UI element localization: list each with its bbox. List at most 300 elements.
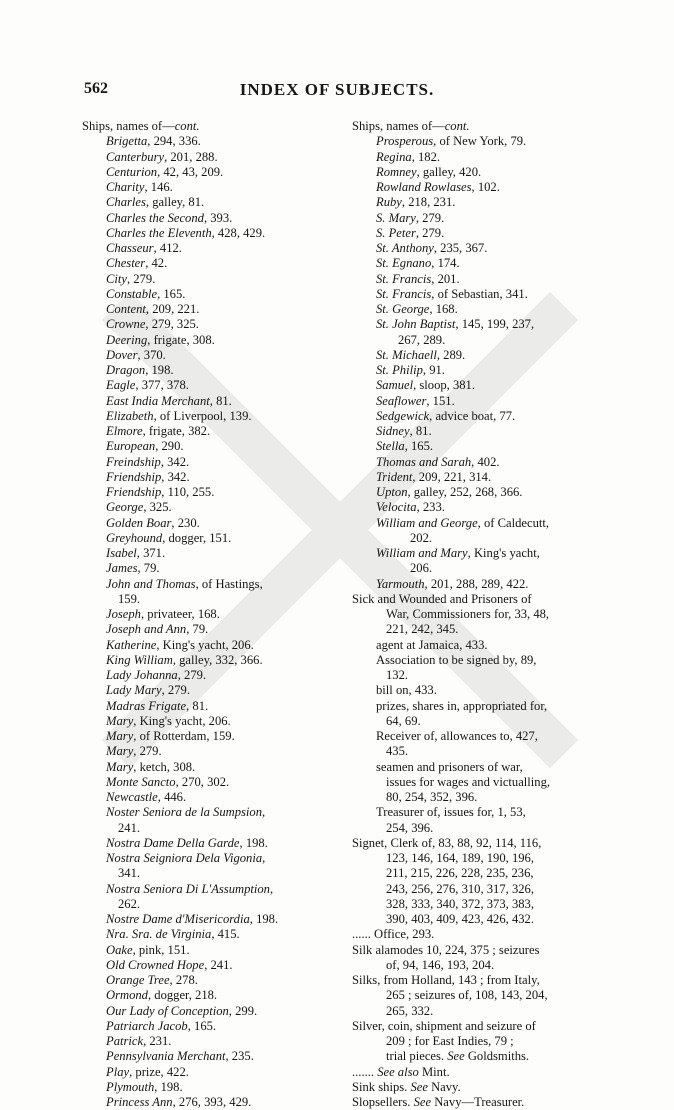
index-entry [82,958,332,973]
index-entry [82,805,332,820]
index-entry-rest: , 201. [431,271,460,286]
index-entry-it: Play [106,1064,130,1079]
index-entry-it: St. George [376,302,430,316]
index-entry-it: Our Lady of Conception [106,1003,229,1018]
index-entry-it: Katherine [106,637,157,652]
index-entry-it: Nra. Sra. de Virginia [106,927,212,942]
index-entry-it: Charles the Eleventh [106,225,212,240]
index-entry [346,287,596,302]
index-entry-rest: , [262,851,266,865]
index-entry-rest: 243, 256, 276, 310, 317, 326, [386,881,534,896]
index-entry [346,119,596,134]
index-entry-it: Dover [106,347,138,362]
index-entry-rest: 241. [118,820,141,835]
index-entry-rest: , of Hastings, [195,576,263,591]
index-entry-rest: 390, 403, 409, 423, 426, 432. [386,912,534,926]
index-entry-rest: , 165. [404,439,434,454]
index-entry-rest: , dogger, 218. [147,988,218,1003]
index-entry-it: Samuel [376,378,414,393]
index-entry-it: Velocita [376,500,417,515]
index-entry-rest: Association to be signed by, 89, [376,652,537,667]
index-entry [346,775,596,790]
index-entry-it: Mary [106,759,134,774]
index-entry-rest: Ships, names of— [82,119,175,133]
index-entry-rest: , 279. [133,744,162,759]
index-entry-it: James [106,561,138,576]
index-entry [346,424,596,439]
index-entry-rest: issues for wages and victualling, [386,774,551,789]
index-entry [82,943,332,958]
index-entry [346,1065,596,1080]
index-entry-rest: , 174. [431,256,460,271]
index-entry-rest: 265, 332. [386,1003,434,1018]
index-entry-it: King William [106,652,173,667]
index-entry [82,1080,332,1095]
index-entry-it: Content [106,302,146,316]
index-entry-it: Friendship [106,469,162,484]
index-entry-rest: Silks, from Holland, 143 ; from Italy, [352,973,540,987]
index-entry-it: John and Thomas [106,576,196,591]
index-column-left [82,119,332,1110]
index-entry [346,1095,596,1110]
index-entry [346,546,596,561]
index-entry-rest: 206. [410,561,433,576]
index-entry [346,1019,596,1034]
index-entry-rest: , 415. [211,927,240,942]
index-entry [346,455,596,470]
index-entry-rest: , 81. [409,424,432,438]
index-entry-it: Sidney [376,424,410,438]
index-entry-rest: , 198. [239,835,268,850]
index-entry-rest: , of Caldecutt, [477,515,550,530]
index-entry [346,470,596,485]
index-entry-it: European [106,439,156,454]
index-entry [82,851,332,866]
index-entry-it: Ruby [376,195,402,210]
index-entry-it: Greyhound [106,530,163,545]
index-entry-it: Charles the Second [106,210,204,225]
index-entry [82,912,332,927]
index-entry-rest: , 270, 302. [175,774,230,789]
index-entry [346,302,596,317]
index-entry [346,851,596,866]
index-entry-rest: , 110, 255. [161,485,215,499]
index-entry-rest: , 276, 393, 429. [172,1095,252,1109]
index-entry [346,744,596,759]
index-entry [82,775,332,790]
index-entry [82,195,332,210]
index-entry-rest: , 182. [411,149,441,164]
index-entry [82,119,332,134]
index-entry-tail-it: cont. [174,119,200,133]
index-entry-it: William and George [376,515,478,530]
index-entry-it: Thomas and Sarah [376,454,472,469]
index-entry-rest: , 230. [171,515,200,530]
index-entry [82,211,332,226]
index-entry-rest: 159. [118,591,141,606]
index-entry-rest: , 235. [225,1049,254,1064]
index-entry-rest: , 201, 288, 289, 422. [424,576,529,591]
index-entry [82,882,332,897]
index-entry-it: Centurion [106,164,158,179]
index-entry [82,714,332,729]
index-entry-rest: , 231. [143,1034,172,1048]
index-entry-it: Patrick [106,1034,144,1048]
index-entry-it: St. Philip [376,363,423,377]
index-entry-rest: , galley, 420. [416,164,482,179]
index-entry-rest: 262. [118,896,141,911]
index-entry [82,500,332,515]
index-entry [82,394,332,409]
index-entry-it: Elizabeth [106,408,154,423]
index-entry [82,836,332,851]
index-entry-rest: Sick and Wounded and Prisoners of [352,591,532,606]
index-entry-it: Noster Seniora de la Sumpsion [106,805,263,820]
index-entry-it: Freindship [106,454,161,469]
index-entry-rest: Slopsellers. [352,1095,414,1109]
index-entry-rest: , 165. [157,286,186,301]
index-entry-rest: , 79. [186,622,209,637]
index-entry [82,165,332,180]
index-entry [82,439,332,454]
index-entry-it: Mary [106,713,134,728]
index-entry-rest: , 233. [416,500,445,515]
index-entry-rest: , 145, 199, 237, [455,317,535,332]
index-entry-rest: , 198. [249,912,279,926]
index-entry-rest: , 278. [169,973,198,987]
index-entry [346,805,596,820]
index-entry-rest: Receiver of, allowances to, 427, [376,729,538,743]
index-entry [346,683,596,698]
index-entry-it: Romney [376,164,417,179]
index-entry-tail-rest: Navy—Treasurer. [431,1095,525,1109]
index-entry-rest: 123, 146, 164, 189, 190, 196, [386,851,534,865]
index-entry [82,317,332,332]
index-entry-rest: , pink, 151. [132,942,190,957]
index-entry-rest: , of Sebastian, 341. [431,286,528,301]
index-entry [346,1049,596,1064]
index-entry [346,241,596,256]
index-entry-it: St. Francis [376,271,432,286]
index-entry [82,1034,332,1049]
index-entry-it: Canterbury [106,149,165,164]
index-entry-it: Joseph [106,607,141,621]
index-entry [346,729,596,744]
index-entry [82,638,332,653]
index-entry-rest: , King's yacht, 206. [133,713,231,728]
index-entry-tail-rest: Navy. [427,1079,461,1094]
index-entry [82,897,332,912]
index-entry-rest: , 81. [186,698,209,713]
index-entry [346,622,596,637]
index-entry [346,1004,596,1019]
index-entry [346,409,596,424]
index-entry-rest: 132. [386,668,409,682]
index-entry [346,607,596,622]
index-entry-rest: 221, 242, 345. [386,622,459,637]
index-entry-rest: , ketch, 308. [133,759,196,774]
index-entry-rest: 64, 69. [386,713,421,728]
index-entry-it: Chasseur [106,241,154,255]
index-entry-rest: , 201, 288. [164,149,218,164]
index-entry [82,485,332,500]
index-entry-rest: , 370. [137,347,166,362]
index-entry [82,134,332,149]
index-entry-rest: , 42, 43, 209. [157,164,224,179]
index-entry [82,424,332,439]
index-entry-tail-rest: Goldsmiths. [464,1049,530,1064]
index-entry-rest: , 79. [137,561,160,576]
index-entry-it: Upton [376,485,408,499]
index-entry-it: City [106,271,127,286]
index-entry-rest: Signet, Clerk of, 83, 88, 92, 114, 116, [352,835,542,850]
index-entry-it: Nostre Dame d'Misericordia [106,912,250,926]
index-entry [346,485,596,500]
index-entry-it: Elmore [106,424,143,438]
index-entry-rest: , 299. [228,1003,258,1018]
index-entry-rest: , 279. [127,271,156,286]
index-entry-it: St. Michaell [376,347,437,362]
index-entry-it: Yarmouth [376,576,425,591]
index-entry-it: Deering [106,332,148,347]
index-entry [82,455,332,470]
index-entry-rest: , 81. [209,393,232,408]
index-entry-it: Princess Ann [106,1095,173,1109]
index-entry [346,1080,596,1095]
index-entry [346,516,596,531]
index-entry [82,577,332,592]
index-entry-rest: , of Liverpool, 139. [153,408,252,423]
index-entry [82,287,332,302]
index-entry [82,531,332,546]
index-entry [82,378,332,393]
index-entry [346,531,596,546]
index-entry-rest: , 209, 221. [145,302,200,316]
index-entry-rest: , 209, 221, 314. [412,469,492,484]
index-entry-rest: , 412. [153,241,182,255]
index-entry [346,439,596,454]
index-entry-rest: 341. [118,866,141,881]
index-entry-rest: , of New York, 79. [433,134,527,149]
index-entry-rest: , 91. [422,363,445,377]
index-entry-it: Patriarch Jacob [106,1018,188,1033]
index-entry [82,622,332,637]
index-entry [346,897,596,912]
index-entry-it: Oake [106,942,133,957]
index-entry [82,546,332,561]
index-entry-rest: , 342. [160,454,190,469]
index-entry [82,1004,332,1019]
index-entry-rest: , 165. [187,1018,217,1033]
index-entry [346,988,596,1003]
index-entry-it: Nostra Dame Della Garde [106,835,240,850]
index-entry-tail-it: cont. [444,119,470,133]
index-entry [346,333,596,348]
index-entry-it: Plymouth [106,1079,155,1094]
index-entry-it: Old Crowned Hope [106,957,205,972]
index-entry [346,714,596,729]
index-entry-rest: , galley, 332, 366. [172,652,263,667]
index-entry-rest: , 235, 367. [433,241,488,255]
index-entry-rest: , King's yacht, 206. [156,637,254,652]
index-entry [82,348,332,363]
index-entry-it: Charity [106,180,145,194]
index-entry [82,668,332,683]
index-entry-rest: Silver, coin, shipment and seizure of [352,1018,536,1033]
index-entry-rest: , 428, 429. [211,225,266,240]
index-entry-it: Mary [106,729,134,743]
index-entry [346,882,596,897]
index-entry-rest: , 279. [161,683,190,698]
index-entry-tail-it: See [447,1049,465,1064]
index-entry-it: Seaflower [376,393,427,408]
index-entry [346,836,596,851]
index-entry-it: Sedgewick [376,408,430,423]
index-entry-it: Newcastle [106,790,158,804]
index-entry [82,302,332,317]
index-entry-it: Stella [376,439,405,454]
index-entry [82,973,332,988]
index-entry-rest: , 198. [145,363,174,377]
index-entry [346,195,596,210]
index-entry-rest: , 102. [471,180,500,194]
index-entry-rest: , [269,881,274,896]
index-entry-it: Golden Boar [106,515,172,530]
index-entry-rest: bill on, 433. [376,683,437,698]
index-entry [82,592,332,607]
index-entry [346,790,596,805]
index-entry-rest: agent at Jamaica, 433. [376,637,488,652]
index-entry [82,363,332,378]
index-entry-rest: , 241. [204,957,233,972]
index-entry [82,226,332,241]
index-entry-rest: , privateer, 168. [140,607,220,621]
page-title: INDEX OF SUBJECTS. [239,80,435,99]
index-entry-rest: , 279, 325. [145,317,199,332]
index-entry-rest: , 377, 378. [135,378,189,393]
index-entry [346,653,596,668]
index-entry [82,744,332,759]
index-entry-it: St. John Baptist [376,317,456,332]
index-entry-it: St. Egnano [376,256,432,271]
index-entry-rest: seamen and prisoners of war, [376,759,523,774]
index-entry [346,699,596,714]
index-entry-rest: , 198. [154,1079,183,1094]
index-entry [82,866,332,881]
index-entry [346,866,596,881]
index-entry [346,500,596,515]
index-entry [346,348,596,363]
index-entry [346,180,596,195]
index-entry-rest: , 42. [145,256,168,271]
index-entry-rest: , galley, 252, 268, 366. [407,485,523,499]
index-entry-it: Friendship [106,485,162,499]
index-entry-rest: , King's yacht, [467,546,540,560]
index-entry-it: Chester [106,256,146,271]
index-entry [346,668,596,683]
index-entry-it: Constable [106,286,158,301]
index-entry-rest: prizes, shares in, appropriated for, [376,698,548,713]
index-entry [346,958,596,973]
index-entry [82,821,332,836]
index-entry [346,943,596,958]
index-entry-rest: , dogger, 151. [162,530,232,545]
index-entry-it: Eagle [106,378,136,393]
index-entry-tail-it: See [413,1095,432,1109]
index-entry-rest: 202. [410,530,433,545]
index-entry-it: St. Anthony [376,241,434,255]
index-entry [82,683,332,698]
index-entry-it: Crowne [106,317,146,332]
page-header [0,80,674,104]
index-entry [82,1019,332,1034]
index-entry-it: Trident [376,469,413,484]
index-entry-rest: , 342. [161,469,190,484]
index-entry-tail-rest: Mint. [418,1064,450,1079]
index-entry-rest: , 168. [429,302,458,316]
index-entry-it: Joseph and Ann [106,622,187,637]
index-entry-rest: , advice boat, 77. [429,408,516,423]
index-entry [346,577,596,592]
index-entry [346,927,596,942]
index-entry [82,470,332,485]
index-entry [82,333,332,348]
index-entry-it: Orange Tree [106,973,170,987]
index-entry-rest: , prize, 422. [129,1064,189,1079]
index-entry-rest: , 279. [177,668,207,682]
index-entry [82,1065,332,1080]
index-entry [346,150,596,165]
index-entry-rest: of, 94, 146, 193, 204. [386,957,495,972]
index-entry-rest: , frigate, 382. [142,424,211,438]
index-entry-rest: , 218, 231. [401,195,456,210]
index-entry-rest: , 279. [415,210,445,225]
index-entry-rest: , 446. [157,790,187,804]
index-entry [82,988,332,1003]
index-entry [82,1049,332,1064]
index-entry-rest: 328, 333, 340, 372, 373, 383, [386,896,534,911]
index-entry-rest: War, Commissioners for, 33, 48, [386,607,550,621]
index-entry [82,272,332,287]
index-entry-it: Mary [106,744,134,759]
index-entry-rest: ....... [352,1064,378,1079]
index-entry-it: St. Francis [376,286,432,301]
index-entry [82,729,332,744]
index-entry-rest: 267, 289. [398,332,446,347]
index-entry-it: Monte Sancto [106,774,176,789]
index-entry-it: Prosperous [376,134,434,149]
index-entry [346,363,596,378]
index-entry [346,912,596,927]
index-entry [346,760,596,775]
index-entry-rest: Treasurer of, issues for, 1, 53, [376,805,526,820]
index-entry [82,180,332,195]
index-entry [346,821,596,836]
index-entry-it: George [106,500,144,515]
index-entry [82,699,332,714]
index-entry [82,653,332,668]
index-entry-rest: 254, 396. [386,820,434,835]
index-entry [346,317,596,332]
index-entry-rest: , 151. [426,393,455,408]
index-entry-it: William and Mary [376,546,468,560]
index-entry-it: East India Merchant [106,393,210,408]
index-entry-rest: , 393. [203,210,233,225]
index-entry-it: Dragon [106,363,146,377]
index-entry-rest: , 371. [136,546,166,560]
index-entry [346,226,596,241]
index-entry-it: Nostra Seniora Di L'Assumption [106,881,270,896]
